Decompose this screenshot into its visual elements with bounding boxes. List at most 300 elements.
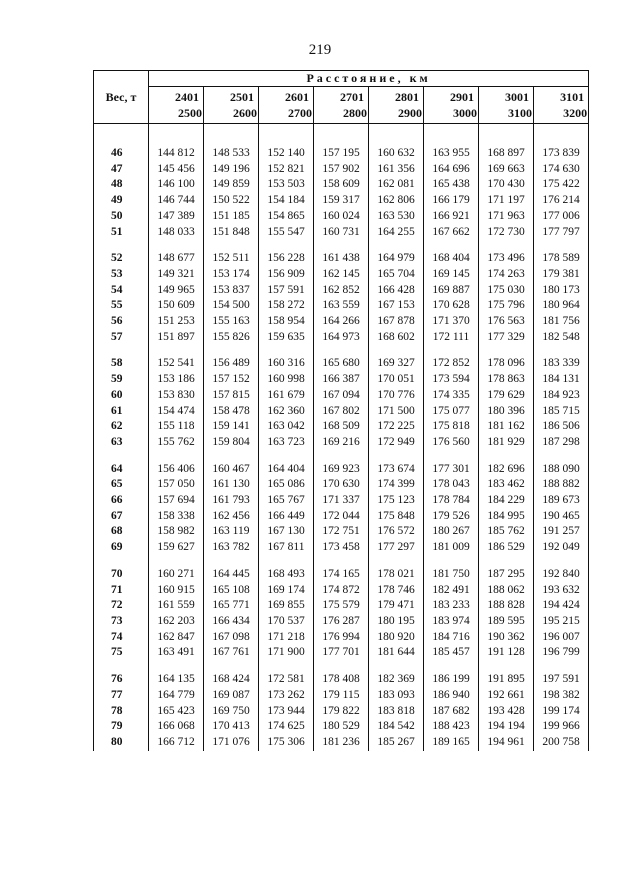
rate-cell: 149 859 xyxy=(204,177,259,193)
spacer-cell xyxy=(369,345,424,356)
range-from: 2801 xyxy=(395,90,419,104)
rate-cell: 164 135 xyxy=(149,672,204,688)
distance-range-header xyxy=(479,87,534,124)
spacer-cell xyxy=(259,240,314,251)
weight-cell: 63 xyxy=(94,435,149,451)
rate-cell: 198 382 xyxy=(534,688,589,704)
rate-cell: 148 033 xyxy=(149,225,204,241)
spacer-cell xyxy=(314,240,369,251)
rate-cell: 166 449 xyxy=(259,509,314,525)
weight-cell: 59 xyxy=(94,372,149,388)
rate-cell: 176 572 xyxy=(369,524,424,540)
rate-cell: 168 404 xyxy=(424,251,479,267)
spacer-cell xyxy=(259,556,314,567)
table-row xyxy=(94,209,589,225)
rate-cell: 170 776 xyxy=(369,388,424,404)
table-row xyxy=(94,419,589,435)
range-to: 2600 xyxy=(233,106,257,120)
rate-cell: 152 821 xyxy=(259,162,314,178)
distance-range-header xyxy=(259,87,314,124)
range-to: 3000 xyxy=(453,106,477,120)
rate-cell: 160 632 xyxy=(369,146,424,162)
rate-cell: 186 506 xyxy=(534,419,589,435)
spacer-cell xyxy=(314,451,369,462)
rate-cell: 190 362 xyxy=(479,630,534,646)
rate-cell: 153 830 xyxy=(149,388,204,404)
rate-cell: 169 855 xyxy=(259,598,314,614)
spacer-cell xyxy=(424,661,479,672)
rate-cell: 178 784 xyxy=(424,493,479,509)
weight-cell: 51 xyxy=(94,225,149,241)
rate-cell: 178 096 xyxy=(479,356,534,372)
rate-cell: 155 547 xyxy=(259,225,314,241)
rate-cell: 167 130 xyxy=(259,524,314,540)
rate-cell: 185 457 xyxy=(424,645,479,661)
rate-cell: 173 458 xyxy=(314,540,369,556)
rate-cell: 159 635 xyxy=(259,330,314,346)
rate-cell: 162 852 xyxy=(314,283,369,299)
rate-cell: 164 404 xyxy=(259,462,314,478)
spacer-cell xyxy=(94,556,149,567)
rate-cell: 151 848 xyxy=(204,225,259,241)
weight-cell: 47 xyxy=(94,162,149,178)
rate-cell: 163 491 xyxy=(149,645,204,661)
rate-cell: 156 406 xyxy=(149,462,204,478)
rate-cell: 170 537 xyxy=(259,614,314,630)
spacer-cell xyxy=(479,345,534,356)
rate-cell: 168 897 xyxy=(479,146,534,162)
rate-cell: 155 762 xyxy=(149,435,204,451)
spacer-cell xyxy=(534,345,589,356)
rate-cell: 193 428 xyxy=(479,704,534,720)
weight-cell: 50 xyxy=(94,209,149,225)
weight-cell: 72 xyxy=(94,598,149,614)
rate-cell: 175 306 xyxy=(259,735,314,751)
rate-cell: 189 165 xyxy=(424,735,479,751)
rate-cell: 171 370 xyxy=(424,314,479,330)
rate-cell: 152 140 xyxy=(259,146,314,162)
rate-cell: 158 272 xyxy=(259,298,314,314)
table-row xyxy=(94,688,589,704)
weight-cell: 75 xyxy=(94,645,149,661)
spacer-cell xyxy=(534,451,589,462)
rate-cell: 154 184 xyxy=(259,193,314,209)
range-to: 3100 xyxy=(508,106,532,120)
table-row xyxy=(94,225,589,241)
table-row xyxy=(94,614,589,630)
rate-cell: 165 767 xyxy=(259,493,314,509)
rate-cell: 168 509 xyxy=(314,419,369,435)
spacer-cell xyxy=(204,345,259,356)
group-spacer xyxy=(94,124,589,147)
rate-cell: 164 779 xyxy=(149,688,204,704)
rate-cell: 175 818 xyxy=(424,419,479,435)
rate-cell: 165 771 xyxy=(204,598,259,614)
rate-cell: 153 837 xyxy=(204,283,259,299)
rate-cell: 187 682 xyxy=(424,704,479,720)
rate-cell: 178 408 xyxy=(314,672,369,688)
rate-cell: 165 086 xyxy=(259,477,314,493)
table-row xyxy=(94,477,589,493)
rate-cell: 175 077 xyxy=(424,404,479,420)
rate-cell: 167 098 xyxy=(204,630,259,646)
weight-cell: 67 xyxy=(94,509,149,525)
spacer-cell xyxy=(424,345,479,356)
rate-cell: 194 961 xyxy=(479,735,534,751)
spacer-cell xyxy=(259,661,314,672)
rate-cell: 148 677 xyxy=(149,251,204,267)
rate-cell: 156 228 xyxy=(259,251,314,267)
range-from: 2401 xyxy=(175,90,199,104)
table-row xyxy=(94,672,589,688)
rate-cell: 159 804 xyxy=(204,435,259,451)
rate-cell: 145 456 xyxy=(149,162,204,178)
rate-cell: 193 632 xyxy=(534,583,589,599)
rate-cell: 173 839 xyxy=(534,146,589,162)
rate-cell: 149 196 xyxy=(204,162,259,178)
rate-cell: 186 529 xyxy=(479,540,534,556)
rate-cell: 177 301 xyxy=(424,462,479,478)
table-row xyxy=(94,251,589,267)
rate-cell: 171 500 xyxy=(369,404,424,420)
rate-cell: 191 895 xyxy=(479,672,534,688)
rate-cell: 175 030 xyxy=(479,283,534,299)
rate-cell: 164 973 xyxy=(314,330,369,346)
rate-cell: 165 680 xyxy=(314,356,369,372)
rate-cell: 190 465 xyxy=(534,509,589,525)
rate-cell: 171 337 xyxy=(314,493,369,509)
table-row xyxy=(94,435,589,451)
group-spacer xyxy=(94,661,589,672)
rate-cell: 154 474 xyxy=(149,404,204,420)
rate-cell: 180 173 xyxy=(534,283,589,299)
distance-range-header xyxy=(149,87,204,124)
rate-cell: 180 396 xyxy=(479,404,534,420)
rate-cell: 199 174 xyxy=(534,704,589,720)
range-from: 2701 xyxy=(340,90,364,104)
rate-cell: 167 094 xyxy=(314,388,369,404)
rate-cell: 179 822 xyxy=(314,704,369,720)
rate-cell: 182 548 xyxy=(534,330,589,346)
rate-cell: 176 287 xyxy=(314,614,369,630)
rate-cell: 158 478 xyxy=(204,404,259,420)
rate-cell: 174 399 xyxy=(369,477,424,493)
table-row xyxy=(94,146,589,162)
rate-cell: 184 716 xyxy=(424,630,479,646)
rate-cell: 171 963 xyxy=(479,209,534,225)
rate-cell: 172 949 xyxy=(369,435,424,451)
rate-cell: 157 902 xyxy=(314,162,369,178)
rate-cell: 164 266 xyxy=(314,314,369,330)
rate-cell: 164 979 xyxy=(369,251,424,267)
rate-cell: 186 940 xyxy=(424,688,479,704)
table-row xyxy=(94,162,589,178)
rate-cell: 180 195 xyxy=(369,614,424,630)
rate-cell: 188 062 xyxy=(479,583,534,599)
rate-cell: 191 257 xyxy=(534,524,589,540)
rate-cell: 163 723 xyxy=(259,435,314,451)
distance-range-header xyxy=(369,87,424,124)
rate-cell: 163 530 xyxy=(369,209,424,225)
spacer-cell xyxy=(149,661,204,672)
rate-cell: 192 049 xyxy=(534,540,589,556)
table-row xyxy=(94,356,589,372)
range-from: 3001 xyxy=(505,90,529,104)
weight-cell: 68 xyxy=(94,524,149,540)
rate-cell: 172 751 xyxy=(314,524,369,540)
rate-cell: 169 327 xyxy=(369,356,424,372)
distance-header: Расстояние, км xyxy=(149,71,589,87)
weight-cell: 53 xyxy=(94,267,149,283)
rate-cell: 184 923 xyxy=(534,388,589,404)
rate-cell: 162 360 xyxy=(259,404,314,420)
rate-cell: 153 503 xyxy=(259,177,314,193)
spacer-cell xyxy=(424,556,479,567)
rate-cell: 165 438 xyxy=(424,177,479,193)
rate-cell: 157 195 xyxy=(314,146,369,162)
weight-cell: 74 xyxy=(94,630,149,646)
rate-cell: 169 174 xyxy=(259,583,314,599)
spacer-cell xyxy=(369,661,424,672)
rate-cell: 150 609 xyxy=(149,298,204,314)
spacer-cell xyxy=(149,240,204,251)
spacer-cell xyxy=(534,556,589,567)
rate-cell: 146 744 xyxy=(149,193,204,209)
rate-cell: 177 329 xyxy=(479,330,534,346)
rate-cell: 169 145 xyxy=(424,267,479,283)
table-row xyxy=(94,598,589,614)
rate-cell: 163 955 xyxy=(424,146,479,162)
rate-cell: 174 263 xyxy=(479,267,534,283)
weight-cell: 78 xyxy=(94,704,149,720)
rate-cell: 173 262 xyxy=(259,688,314,704)
table-row xyxy=(94,388,589,404)
rate-cell: 167 802 xyxy=(314,404,369,420)
rate-cell: 164 445 xyxy=(204,567,259,583)
table-row xyxy=(94,267,589,283)
rate-cell: 167 878 xyxy=(369,314,424,330)
weight-cell: 73 xyxy=(94,614,149,630)
rate-cell: 158 982 xyxy=(149,524,204,540)
spacer-cell xyxy=(259,451,314,462)
weight-cell: 56 xyxy=(94,314,149,330)
rate-cell: 184 542 xyxy=(369,719,424,735)
rate-cell: 172 044 xyxy=(314,509,369,525)
group-spacer xyxy=(94,556,589,567)
spacer-cell xyxy=(534,661,589,672)
range-from: 3101 xyxy=(560,90,585,104)
rate-cell: 192 840 xyxy=(534,567,589,583)
spacer-cell xyxy=(259,124,314,147)
rate-cell: 184 229 xyxy=(479,493,534,509)
rate-cell: 162 081 xyxy=(369,177,424,193)
rate-cell: 168 602 xyxy=(369,330,424,346)
rate-cell: 185 715 xyxy=(534,404,589,420)
rate-cell: 174 872 xyxy=(314,583,369,599)
rate-cell: 175 123 xyxy=(369,493,424,509)
rate-cell: 155 118 xyxy=(149,419,204,435)
rate-cell: 166 428 xyxy=(369,283,424,299)
table-row xyxy=(94,735,589,751)
rate-cell: 162 847 xyxy=(149,630,204,646)
weight-cell: 64 xyxy=(94,462,149,478)
rate-cell: 163 782 xyxy=(204,540,259,556)
rate-cell: 170 051 xyxy=(369,372,424,388)
spacer-cell xyxy=(479,661,534,672)
rate-cell: 173 594 xyxy=(424,372,479,388)
rate-cell: 173 944 xyxy=(259,704,314,720)
rate-cell: 165 423 xyxy=(149,704,204,720)
rate-cell: 158 609 xyxy=(314,177,369,193)
rate-cell: 153 174 xyxy=(204,267,259,283)
rate-cell: 159 627 xyxy=(149,540,204,556)
weight-cell: 70 xyxy=(94,567,149,583)
spacer-cell xyxy=(204,240,259,251)
rate-cell: 181 162 xyxy=(479,419,534,435)
rate-cell: 183 339 xyxy=(534,356,589,372)
rate-cell: 188 423 xyxy=(424,719,479,735)
rate-cell: 159 141 xyxy=(204,419,259,435)
rate-cell: 161 793 xyxy=(204,493,259,509)
distance-range-header xyxy=(534,87,589,124)
rate-cell: 169 887 xyxy=(424,283,479,299)
rate-cell: 188 828 xyxy=(479,598,534,614)
rate-cell: 170 630 xyxy=(314,477,369,493)
rate-cell: 161 356 xyxy=(369,162,424,178)
rate-cell: 163 559 xyxy=(314,298,369,314)
table-row xyxy=(94,524,589,540)
rate-cell: 164 696 xyxy=(424,162,479,178)
rate-cell: 148 533 xyxy=(204,146,259,162)
rate-cell: 174 335 xyxy=(424,388,479,404)
rate-cell: 151 185 xyxy=(204,209,259,225)
rate-cell: 186 199 xyxy=(424,672,479,688)
rate-table xyxy=(93,70,589,751)
rate-cell: 176 214 xyxy=(534,193,589,209)
rate-cell: 174 630 xyxy=(534,162,589,178)
spacer-cell xyxy=(204,124,259,147)
rate-cell: 154 865 xyxy=(259,209,314,225)
spacer-cell xyxy=(94,451,149,462)
rate-cell: 157 815 xyxy=(204,388,259,404)
rate-cell: 154 500 xyxy=(204,298,259,314)
rate-cell: 147 389 xyxy=(149,209,204,225)
rate-cell: 162 456 xyxy=(204,509,259,525)
rate-cell: 166 921 xyxy=(424,209,479,225)
group-spacer xyxy=(94,240,589,251)
rate-cell: 161 438 xyxy=(314,251,369,267)
group-spacer xyxy=(94,451,589,462)
spacer-cell xyxy=(369,556,424,567)
rate-cell: 187 295 xyxy=(479,567,534,583)
rate-cell: 179 471 xyxy=(369,598,424,614)
rate-cell: 179 526 xyxy=(424,509,479,525)
range-to: 3200 xyxy=(563,106,588,120)
range-to: 2800 xyxy=(343,106,367,120)
distance-range-header xyxy=(204,87,259,124)
range-from: 2501 xyxy=(230,90,254,104)
rate-cell: 174 625 xyxy=(259,719,314,735)
rate-cell: 173 674 xyxy=(369,462,424,478)
rate-cell: 152 541 xyxy=(149,356,204,372)
rate-cell: 152 511 xyxy=(204,251,259,267)
rate-cell: 184 131 xyxy=(534,372,589,388)
rate-cell: 172 111 xyxy=(424,330,479,346)
table-row xyxy=(94,509,589,525)
rate-cell: 175 422 xyxy=(534,177,589,193)
rate-cell: 173 496 xyxy=(479,251,534,267)
table-row xyxy=(94,314,589,330)
rate-cell: 161 679 xyxy=(259,388,314,404)
spacer-cell xyxy=(479,240,534,251)
rate-cell: 151 897 xyxy=(149,330,204,346)
rate-cell: 174 165 xyxy=(314,567,369,583)
rate-cell: 182 696 xyxy=(479,462,534,478)
rate-cell: 156 909 xyxy=(259,267,314,283)
rate-cell: 187 298 xyxy=(534,435,589,451)
rate-cell: 200 758 xyxy=(534,735,589,751)
rate-cell: 150 522 xyxy=(204,193,259,209)
rate-cell: 180 267 xyxy=(424,524,479,540)
rate-cell: 192 661 xyxy=(479,688,534,704)
rate-cell: 146 100 xyxy=(149,177,204,193)
rate-cell: 171 900 xyxy=(259,645,314,661)
spacer-cell xyxy=(94,124,149,147)
rate-cell: 159 317 xyxy=(314,193,369,209)
rate-cell: 183 233 xyxy=(424,598,479,614)
weight-cell: 48 xyxy=(94,177,149,193)
rate-cell: 188 090 xyxy=(534,462,589,478)
rate-cell: 177 797 xyxy=(534,225,589,241)
rate-cell: 166 712 xyxy=(149,735,204,751)
rate-cell: 168 493 xyxy=(259,567,314,583)
table-row xyxy=(94,283,589,299)
table-row xyxy=(94,540,589,556)
rate-cell: 157 050 xyxy=(149,477,204,493)
weight-cell: 57 xyxy=(94,330,149,346)
rate-cell: 149 965 xyxy=(149,283,204,299)
rate-cell: 160 024 xyxy=(314,209,369,225)
range-from: 2601 xyxy=(285,90,309,104)
rate-cell: 166 434 xyxy=(204,614,259,630)
table-row xyxy=(94,404,589,420)
spacer-cell xyxy=(479,124,534,147)
table-row xyxy=(94,704,589,720)
spacer-cell xyxy=(369,124,424,147)
rate-cell: 162 145 xyxy=(314,267,369,283)
weight-cell: 76 xyxy=(94,672,149,688)
rate-cell: 163 042 xyxy=(259,419,314,435)
rate-cell: 181 750 xyxy=(424,567,479,583)
rate-cell: 181 929 xyxy=(479,435,534,451)
weight-cell: 66 xyxy=(94,493,149,509)
group-spacer xyxy=(94,345,589,356)
rate-cell: 183 462 xyxy=(479,477,534,493)
rate-cell: 176 994 xyxy=(314,630,369,646)
rate-cell: 197 591 xyxy=(534,672,589,688)
distance-range-header xyxy=(314,87,369,124)
spacer-cell xyxy=(149,556,204,567)
rate-cell: 180 964 xyxy=(534,298,589,314)
rate-cell: 171 076 xyxy=(204,735,259,751)
rate-cell: 160 998 xyxy=(259,372,314,388)
weight-cell: 55 xyxy=(94,298,149,314)
rate-cell: 160 915 xyxy=(149,583,204,599)
rate-cell: 179 629 xyxy=(479,388,534,404)
rate-cell: 166 068 xyxy=(149,719,204,735)
rate-cell: 166 387 xyxy=(314,372,369,388)
rate-cell: 179 381 xyxy=(534,267,589,283)
